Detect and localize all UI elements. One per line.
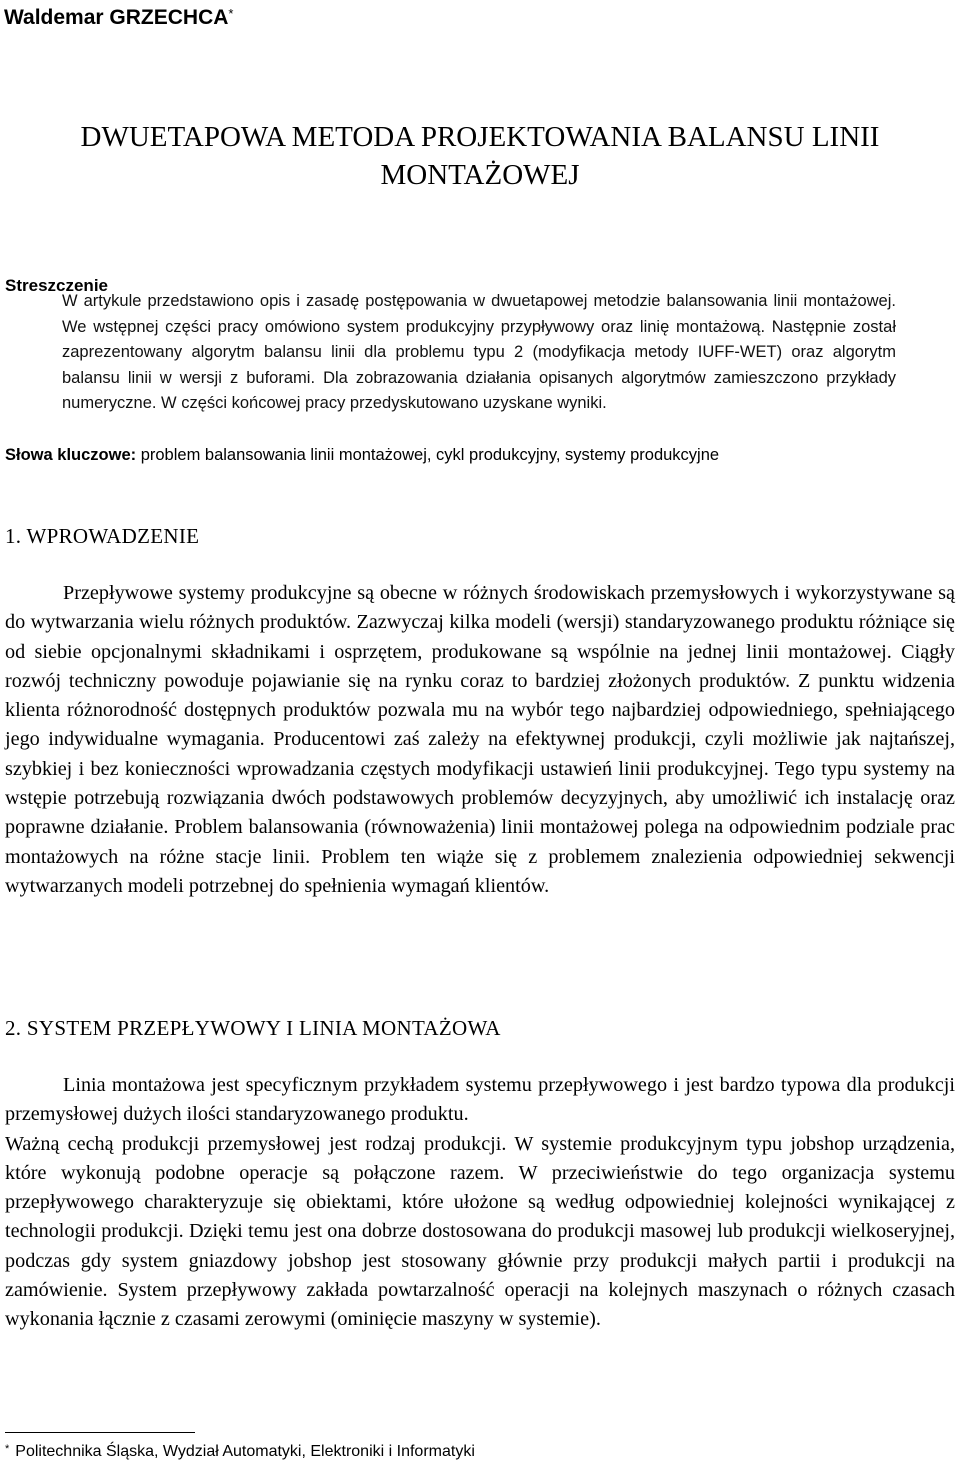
section-1-paragraph: [5, 579, 955, 901]
paper-title: [40, 118, 920, 194]
abstract-heading: Streszczenie: [5, 276, 108, 295]
footnote-text: Politechnika Śląska, Wydział Automatyki, Elektroniki i Informatyki: [15, 1443, 475, 1460]
keywords-label: Słowa kluczowe:: [5, 446, 137, 464]
author-footnote-mark: *: [228, 6, 234, 21]
footnote-mark: *: [5, 1443, 10, 1455]
keywords-text: problem balansowania linii montażowej, cykl produkcyjny, systemy produkcyjne: [136, 446, 720, 464]
footnote: [5, 1440, 475, 1464]
section-2-paragraph-2: Ważną cechą produkcji przemysłowej jest rodzaj produkcji. W systemie produkcyjnym typu jobshop urządzenia, które wykonują podobne operacje są połączone razem. W przeciwieństwie do tego organizacja systemu przepływowego charakteryzuje się obiektami, które ułożone są według odpowiedniej kolejności wynikającej z technologii produkcji. Dzięki temu jest ona dobrze dostosowana do produkcji masowej lub produkcji wielkoseryjnej, podczas gdy system gniazdowy jobshop jest stosowany głównie przy produkcji małych partii i produkcji na zamówienie. System przepływowy zakłada powtarzalność operacji na kolejnych maszynach o różnych czasach wykonania łącznie z czasami zerowymi (ominięcie maszyny w systemie).: [5, 1132, 955, 1331]
section-2-paragraph-1: Linia montażowa jest specyficznym przykładem systemu przepływowego i jest bardzo typowa dla produkcji przemysłowej dużych ilości standaryzowanego produktu.: [5, 1074, 955, 1126]
footnote-divider: [5, 1432, 195, 1433]
section-2-body: [5, 1071, 955, 1335]
section-1-heading: 1. WPROWADZENIE: [5, 524, 200, 548]
section-1-paragraph-text: Przepływowe systemy produkcyjne są obecne w różnych środowiskach przemysłowych i wykorzystywane są do wytwarzania wielu różnych produktów. Zazwyczaj kilka modeli (wersji) standaryzowanego produktu różniące się od siebie opcjonalnymi składnikami i osprzętem, produkowane są wspólnie na jednej linii montażowej. Ciągły rozwój techniczny powoduje pojawianie się na rynku coraz to bardziej złożonych produktów. Z punktu widzenia klienta różnorodność dostępnych produktów pozwala mu na wybór tego najbardziej odpowiedniego, spełniającego jego indywidualne wymagania. Producentowi zaś zależy na efektywnej produkcji, czyli możliwie jak najtańszej, szybkiej i bez konieczności wprowadzania częstych modyfikacji ustawień linii produkcyjnej. Tego typu systemy na wstępie potrzebują rozwiązania dwóch podstawowych problemów decyzyjnych, aby umożliwić ich instalację oraz poprawne działanie. Problem balansowania (równoważenia) linii montażowej polega na odpowiednim podziale prac montażowych na różne stacje linii. Problem ten wiąże się z problemem znalezienia odpowiedniej sekwencji wytwarzanych modeli potrzebnej do spełnienia wymagań klientów.: [5, 582, 955, 897]
author-line: [4, 4, 233, 32]
abstract-text: W artykule przedstawiono opis i zasadę postępowania w dwuetapowej metodzie balansowania linii montażowej. We wstępnej części pracy omówiono system produkcyjny przypływowy oraz linię montażową. Następnie został zaprezentowany algorytm balansu linii dla problemu typu 2 (modyfikacja metody IUFF-WET) oraz algorytm balansu linii w wersji z buforami. Dla zobrazowania działania opisanych algorytmów zamieszczono przykłady numeryczne. W części końcowej pracy przedyskutowano uzyskane wyniki.: [62, 292, 896, 412]
section-2-heading: 2. SYSTEM PRZEPŁYWOWY I LINIA MONTAŻOWA: [5, 1016, 501, 1040]
title-line-1: DWUETAPOWA METODA PROJEKTOWANIA BALANSU LINII: [80, 121, 880, 153]
author-name: Waldemar GRZECHCA: [4, 6, 229, 29]
title-line-2: MONTAŻOWEJ: [380, 159, 580, 191]
keywords-line: [5, 443, 905, 467]
